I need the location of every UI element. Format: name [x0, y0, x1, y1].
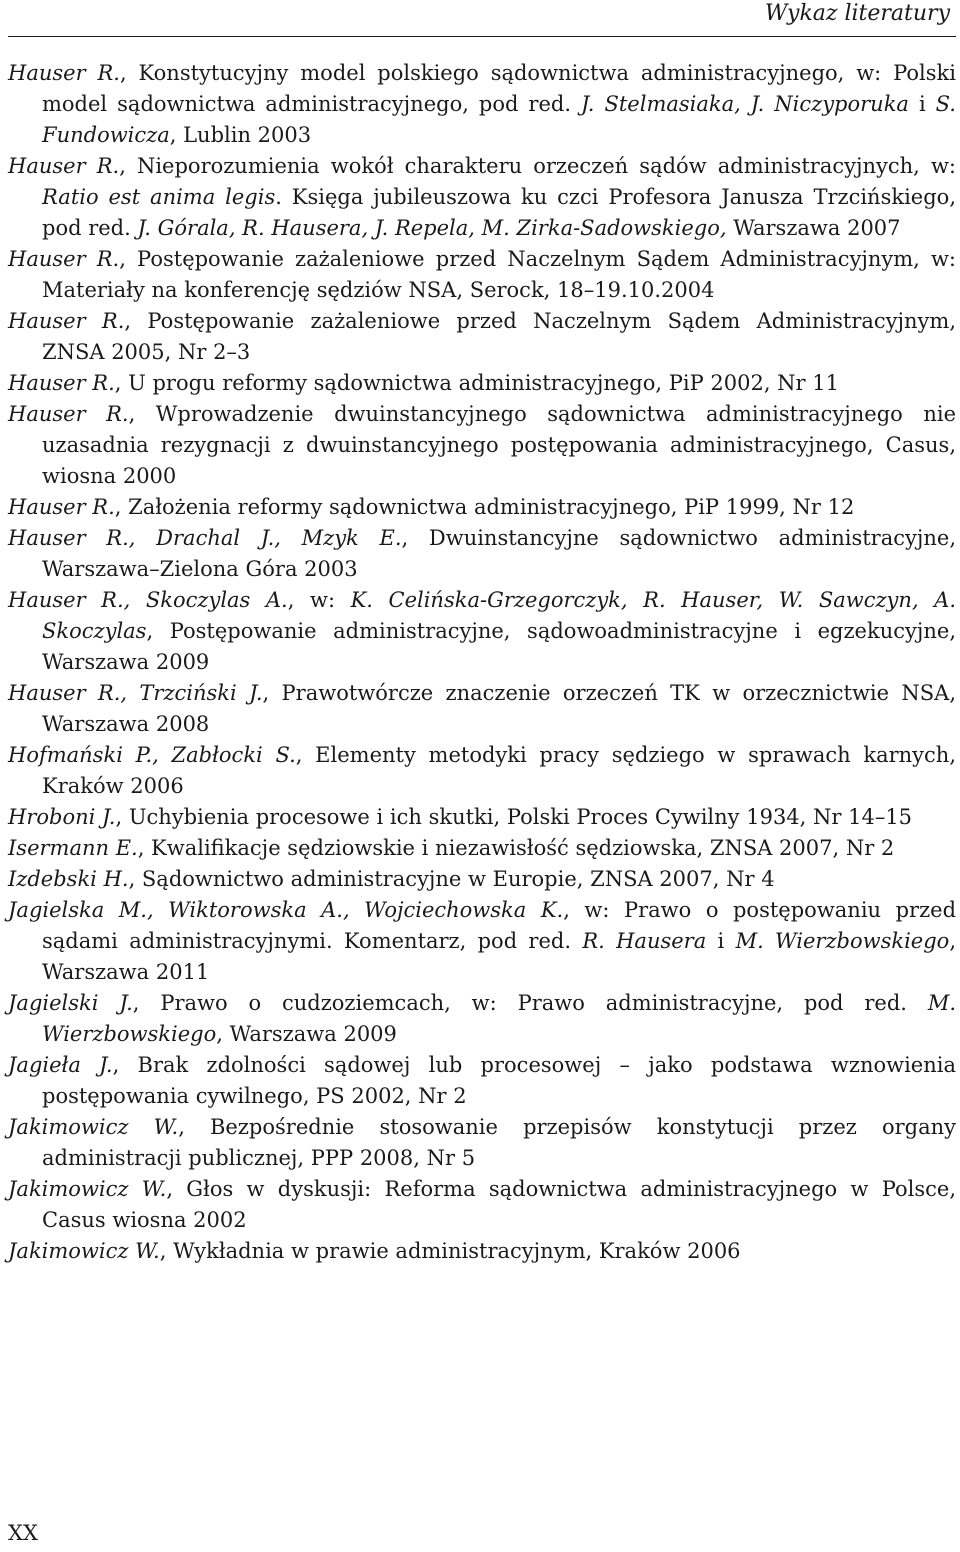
entry-text: , Bezpośrednie stosowanie przepisów konstytucji przez organy administracji publicznej, PPP 2008, Nr 5: [42, 1115, 957, 1170]
bibliography-entry: [8, 244, 956, 306]
bibliography-entry: [8, 678, 956, 740]
header-rule: [8, 36, 956, 37]
entry-text: , Dwuinstancyjne sądownictwo administracyjne, Warszawa–Zielona Góra 2003: [42, 526, 957, 581]
bibliography-entry: [8, 833, 956, 864]
bibliography-entry: [8, 864, 956, 895]
entry-text: , Założenia reformy sądownictwa administracyjnego, PiP 1999, Nr 12: [114, 495, 855, 519]
entry-text: , Postępowanie zażaleniowe przed Naczelnym Sądem Administracyjnym, ZNSA 2005, Nr 2–3: [42, 309, 957, 364]
entry-italic-text: Isermann E.: [8, 836, 138, 860]
entry-italic-text: Jagieła J.: [8, 1053, 113, 1077]
entry-italic-text: M. Wierzbowskiego: [42, 991, 956, 1046]
bibliography-entry: [8, 523, 956, 585]
entry-text: , Konstytucyjny model polskiego sądownictwa administracyjnego, w: Polski model sądownictwa administracyjnego, pod red.: [42, 61, 956, 116]
entry-italic-text: Jagielski J.: [8, 991, 133, 1015]
entry-text: , Kwalifikacje sędziowskie i niezawisłość sędziowska, ZNSA 2007, Nr 2: [137, 836, 895, 860]
entry-italic-text: Jakimowicz W.: [8, 1239, 160, 1263]
entry-italic-text: J. Górala, R. Hausera, J. Repela, M. Zirka-Sadowskiego,: [137, 216, 727, 240]
entry-italic-text: J. Stelmasiaka, J. Niczyporuka: [581, 92, 909, 116]
entry-text: , Prawotwórcze znaczenie orzeczeń TK w orzecznictwie NSA, Warszawa 2008: [42, 681, 956, 736]
entry-italic-text: Hauser R., Drachal J., Mzyk E.: [8, 526, 402, 550]
entry-text: , Elementy metodyki pracy sędziego w sprawach karnych, Kraków 2006: [42, 743, 957, 798]
entry-text: , Wykładnia w prawie administracyjnym, Kraków 2006: [159, 1239, 741, 1263]
entry-text: , w:: [287, 588, 351, 612]
entry-italic-text: Hauser R.: [8, 247, 120, 271]
entry-italic-text: Hauser R.: [8, 495, 115, 519]
entry-text: , Prawo o cudzoziemcach, w: Prawo administracyjne, pod red.: [132, 991, 928, 1015]
entry-text: , Głos w dyskusji: Reforma sądownictwa administracyjnego w Polsce, Casus wiosna 2002: [42, 1177, 956, 1232]
entry-italic-text: M. Wierzbowskiego: [735, 929, 950, 953]
entry-text: , Lublin 2003: [169, 123, 312, 147]
entry-text: , Postępowanie zażaleniowe przed Naczelnym Sądem Administracyjnym, w: Materiały na konferencję sędziów NSA, Serock, 18–19.10.2004: [42, 247, 956, 302]
bibliography-entry: [8, 740, 956, 802]
entry-text: , Wprowadzenie dwuinstancyjnego sądownictwa administracyjnego nie uzasadnia rezygnacji z dwuinstancyjnego postępowania administracyjnego, Casus, wiosna 2000: [42, 402, 957, 488]
bibliography-entry: [8, 585, 956, 678]
page-number: XX: [8, 1521, 38, 1545]
entry-text: , U progu reformy sądownictwa administracyjnego, PiP 2002, Nr 11: [114, 371, 839, 395]
entry-italic-text: K. Celińska-Grzegorczyk, R. Hauser, W. Sawczyn, A. Skoczylas: [42, 588, 957, 643]
entry-text: Warszawa 2007: [726, 216, 901, 240]
entry-italic-text: Ratio est anima legis: [42, 185, 276, 209]
entry-text: , Postępowanie administracyjne, sądowoadministracyjne i egzekucyjne, Warszawa 2009: [42, 619, 956, 674]
entry-text: i: [908, 92, 936, 116]
entry-italic-text: Izdebski H.: [8, 867, 129, 891]
entry-text: . Księga jubileuszowa ku czci Profesora Janusza Trzcińskiego, pod red.: [42, 185, 956, 240]
entry-text: , Sądownictwo administracyjne w Europie, ZNSA 2007, Nr 4: [128, 867, 775, 891]
entry-italic-text: Hauser R.: [8, 61, 120, 85]
entry-italic-text: Hauser R.: [8, 371, 115, 395]
entry-italic-text: R. Hausera: [582, 929, 707, 953]
bibliography-entry: [8, 151, 956, 244]
entry-italic-text: Hroboni J.: [8, 805, 116, 829]
bibliography-entry: [8, 1174, 956, 1236]
bibliography-entry: [8, 1236, 956, 1267]
entry-italic-text: Hauser R.: [8, 402, 129, 426]
entry-italic-text: Hauser R.: [8, 154, 120, 178]
entry-text: i: [706, 929, 736, 953]
entry-italic-text: Jakimowicz W.: [8, 1177, 167, 1201]
bibliography-list: [8, 58, 956, 1267]
entry-italic-text: Hauser R., Skoczylas A.: [8, 588, 288, 612]
entry-italic-text: Hofmański P., Zabłocki S.: [8, 743, 296, 767]
running-head-title: Wykaz literatury: [764, 1, 950, 26]
bibliography-entry: [8, 895, 956, 988]
entry-text: , Brak zdolności sądowej lub procesowej – jako podstawa wznowienia postępowania cywilnego, PS 2002, Nr 2: [42, 1053, 956, 1108]
entry-italic-text: Jakimowicz W.: [8, 1115, 179, 1139]
bibliography-entry: [8, 1112, 956, 1174]
bibliography-entry: [8, 368, 956, 399]
entry-text: , w: Prawo o postępowaniu przed sądami administracyjnymi. Komentarz, pod red.: [42, 898, 957, 953]
entry-text: , Warszawa 2011: [42, 929, 957, 984]
entry-text: , Nieporozumienia wokół charakteru orzeczeń sądów administracyjnych, w:: [119, 154, 956, 178]
entry-italic-text: Hauser R.: [8, 309, 125, 333]
bibliography-entry: [8, 399, 956, 492]
bibliography-entry: [8, 492, 956, 523]
bibliography-entry: [8, 988, 956, 1050]
entry-italic-text: Hauser R., Trzciński J.: [8, 681, 263, 705]
bibliography-entry: [8, 58, 956, 151]
bibliography-entry: [8, 802, 956, 833]
entry-italic-text: S. Fundowicza: [42, 92, 956, 147]
bibliography-entry: [8, 1050, 956, 1112]
entry-italic-text: Jagielska M., Wiktorowska A., Wojciechowska K.: [8, 898, 564, 922]
entry-text: , Uchybienia procesowe i ich skutki, Polski Proces Cywilny 1934, Nr 14–15: [115, 805, 913, 829]
entry-text: , Warszawa 2009: [216, 1022, 397, 1046]
bibliography-entry: [8, 306, 956, 368]
